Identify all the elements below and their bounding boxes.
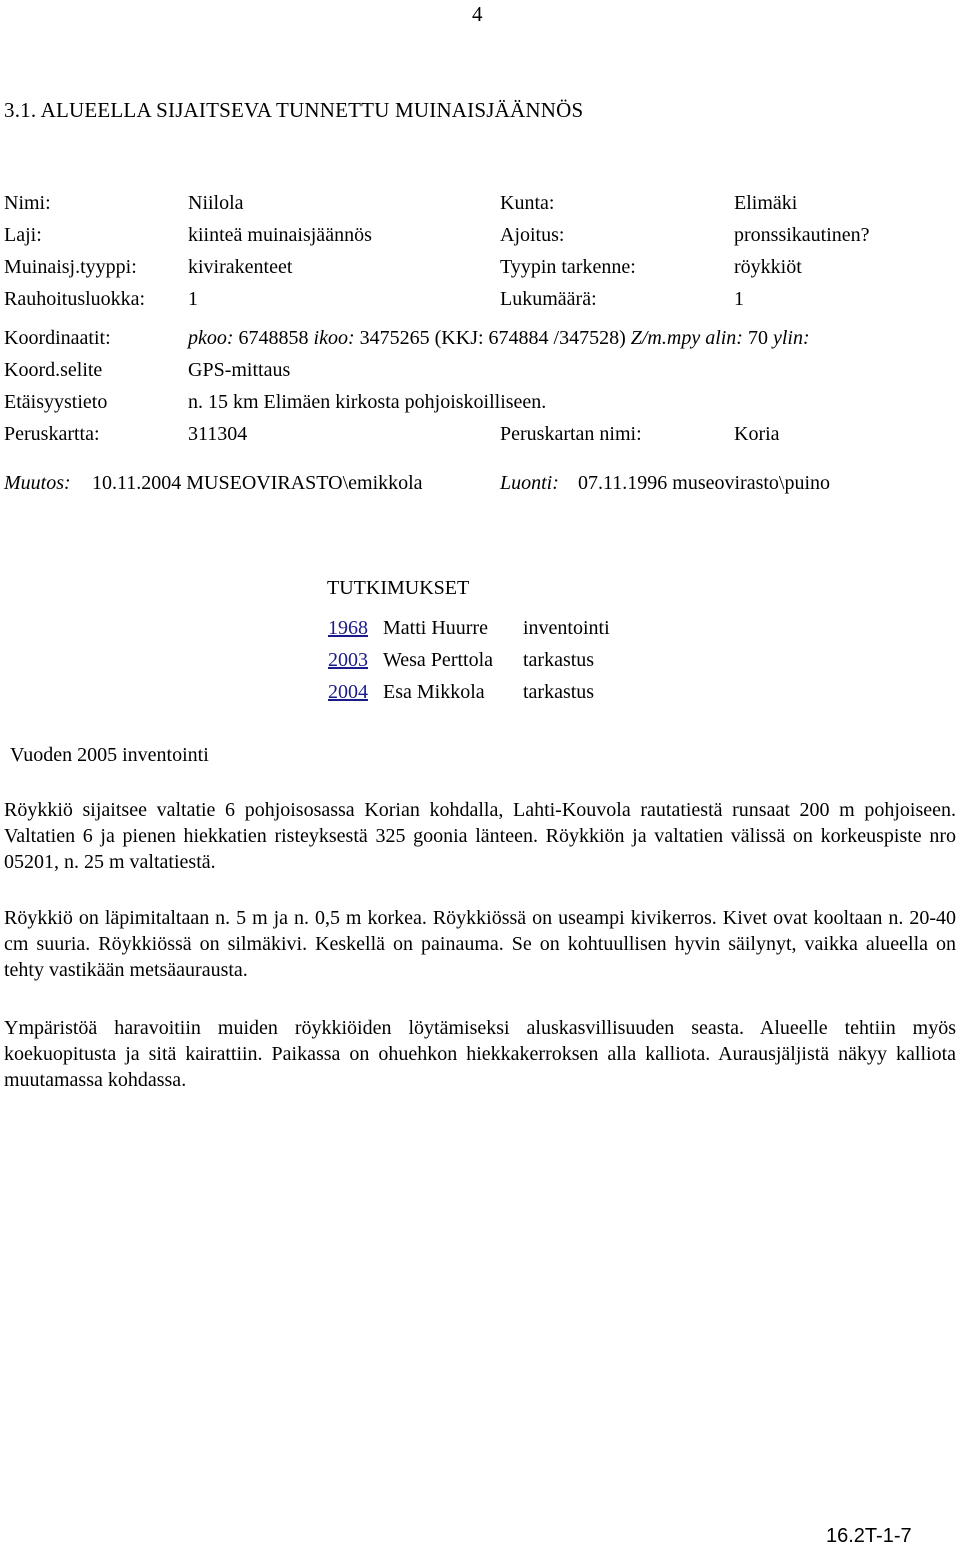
tutkimus-year-link[interactable]: 2004 <box>328 681 368 703</box>
kunta-value: Elimäki <box>734 192 798 214</box>
tutkimus-year-link[interactable]: 2003 <box>328 649 368 671</box>
ajoitus-label: Ajoitus: <box>500 224 565 246</box>
tutkimus-researcher: Matti Huurre <box>383 617 488 639</box>
tutkimus-type: inventointi <box>523 617 610 639</box>
lukumaara-value: 1 <box>734 288 744 310</box>
laji-value: kiinteä muinaisjäännös <box>188 224 372 246</box>
paragraph-description: Röykkiö on läpimitaltaan n. 5 m ja n. 0,5 m korkea. Röykkiössä on useampi kivikerros. Kivet ovat kooltaan n. 20-40 cm suuria. Röykkiössä on silmäkivi. Keskellä on painauma. Se on kohtuullisen hyvin säilynyt, vaikka alueella on tehty vastikään metsäaurausta. <box>4 907 956 981</box>
tutkimus-row <box>328 681 595 703</box>
ikoo-label: ikoo: <box>313 327 355 349</box>
zm-value: 70 <box>747 327 768 349</box>
ylin-label: ylin: <box>772 327 810 349</box>
peruskartan-nimi-value: Koria <box>734 423 780 445</box>
paragraph-location: Röykkiö sijaitsee valtatie 6 pohjoisosassa Korian kohdalla, Lahti-Kouvola rautatiestä runsaat 200 m pohjoiseen. Valtatien 6 ja pienen hiekkatien risteyksestä 325 goonia länteen. Röykkiön ja valtatien välissä on korkeuspiste nro 05201, n. 25 m valtatiestä. <box>4 799 956 873</box>
tutkimus-type: tarkastus <box>523 649 595 671</box>
peruskartta-value: 311304 <box>188 423 248 445</box>
tyyppi-label: Muinaisj.tyyppi: <box>4 256 137 278</box>
tarkenne-label: Tyypin tarkenne: <box>500 256 636 278</box>
tarkenne-value: röykkiöt <box>734 256 802 278</box>
document-code: 16.2T-1-7 <box>826 1525 912 1547</box>
koord-selite-value: GPS-mittaus <box>188 359 291 381</box>
etaisyys-label: Etäisyystieto <box>4 391 108 413</box>
luonti-label: Luonti: <box>500 472 559 494</box>
paragraph-survey: Ympäristöä haravoitiin muiden röykkiöiden löytämiseksi aluskasvillisuuden seasta. Alueelle tehtiin myös koekuopitusta ja sitä kairattiin. Paikassa on ohuehkon hiekkakerroksen alla kalliota. Aurausjäljistä näkyy kalliota muutamassa kohdassa. <box>4 1017 956 1091</box>
pkoo-value: 6748858 <box>238 327 309 349</box>
ikoo-value: 3475265 (KKJ: 674884 /347528) <box>359 327 626 349</box>
luonti-value: 07.11.1996 museovirasto\puino <box>578 472 831 494</box>
laji-label: Laji: <box>4 224 42 246</box>
muutos-label: Muutos: <box>4 472 71 494</box>
etaisyys-value: n. 15 km Elimäen kirkosta pohjoiskoilliseen. <box>188 391 547 413</box>
nimi-label: Nimi: <box>4 192 51 214</box>
tutkimus-researcher: Esa Mikkola <box>383 681 485 703</box>
koord-selite-label: Koord.selite <box>4 359 103 381</box>
tutkimus-row <box>328 617 610 639</box>
rauhoitus-value: 1 <box>188 288 198 310</box>
muutos-value: 10.11.2004 MUSEOVIRASTO\emikkola <box>92 472 423 494</box>
coordinates-line <box>188 328 810 348</box>
inventory-heading: Vuoden 2005 inventointi <box>10 744 209 766</box>
page-number: 4 <box>472 2 483 26</box>
tyyppi-value: kivirakenteet <box>188 256 293 278</box>
peruskartta-label: Peruskartta: <box>4 423 100 445</box>
tutkimus-type: tarkastus <box>523 681 595 703</box>
koordinaatit-label: Koordinaatit: <box>4 327 111 349</box>
tutkimus-row <box>328 649 595 671</box>
section-heading: 3.1. ALUEELLA SIJAITSEVA TUNNETTU MUINAISJÄÄNNÖS <box>4 98 584 122</box>
rauhoitus-label: Rauhoitusluokka: <box>4 288 146 310</box>
zm-label: Z/m.mpy alin: <box>630 327 743 349</box>
pkoo-label: pkoo: <box>188 327 234 349</box>
tutkimus-researcher: Wesa Perttola <box>383 649 494 671</box>
nimi-value: Niilola <box>188 192 244 214</box>
tutkimus-year-link[interactable]: 1968 <box>328 617 368 639</box>
peruskartan-nimi-label: Peruskartan nimi: <box>500 423 642 445</box>
tutkimukset-title: TUTKIMUKSET <box>327 577 470 599</box>
ajoitus-value: pronssikautinen? <box>734 224 870 246</box>
lukumaara-label: Lukumäärä: <box>500 288 597 310</box>
kunta-label: Kunta: <box>500 192 555 214</box>
